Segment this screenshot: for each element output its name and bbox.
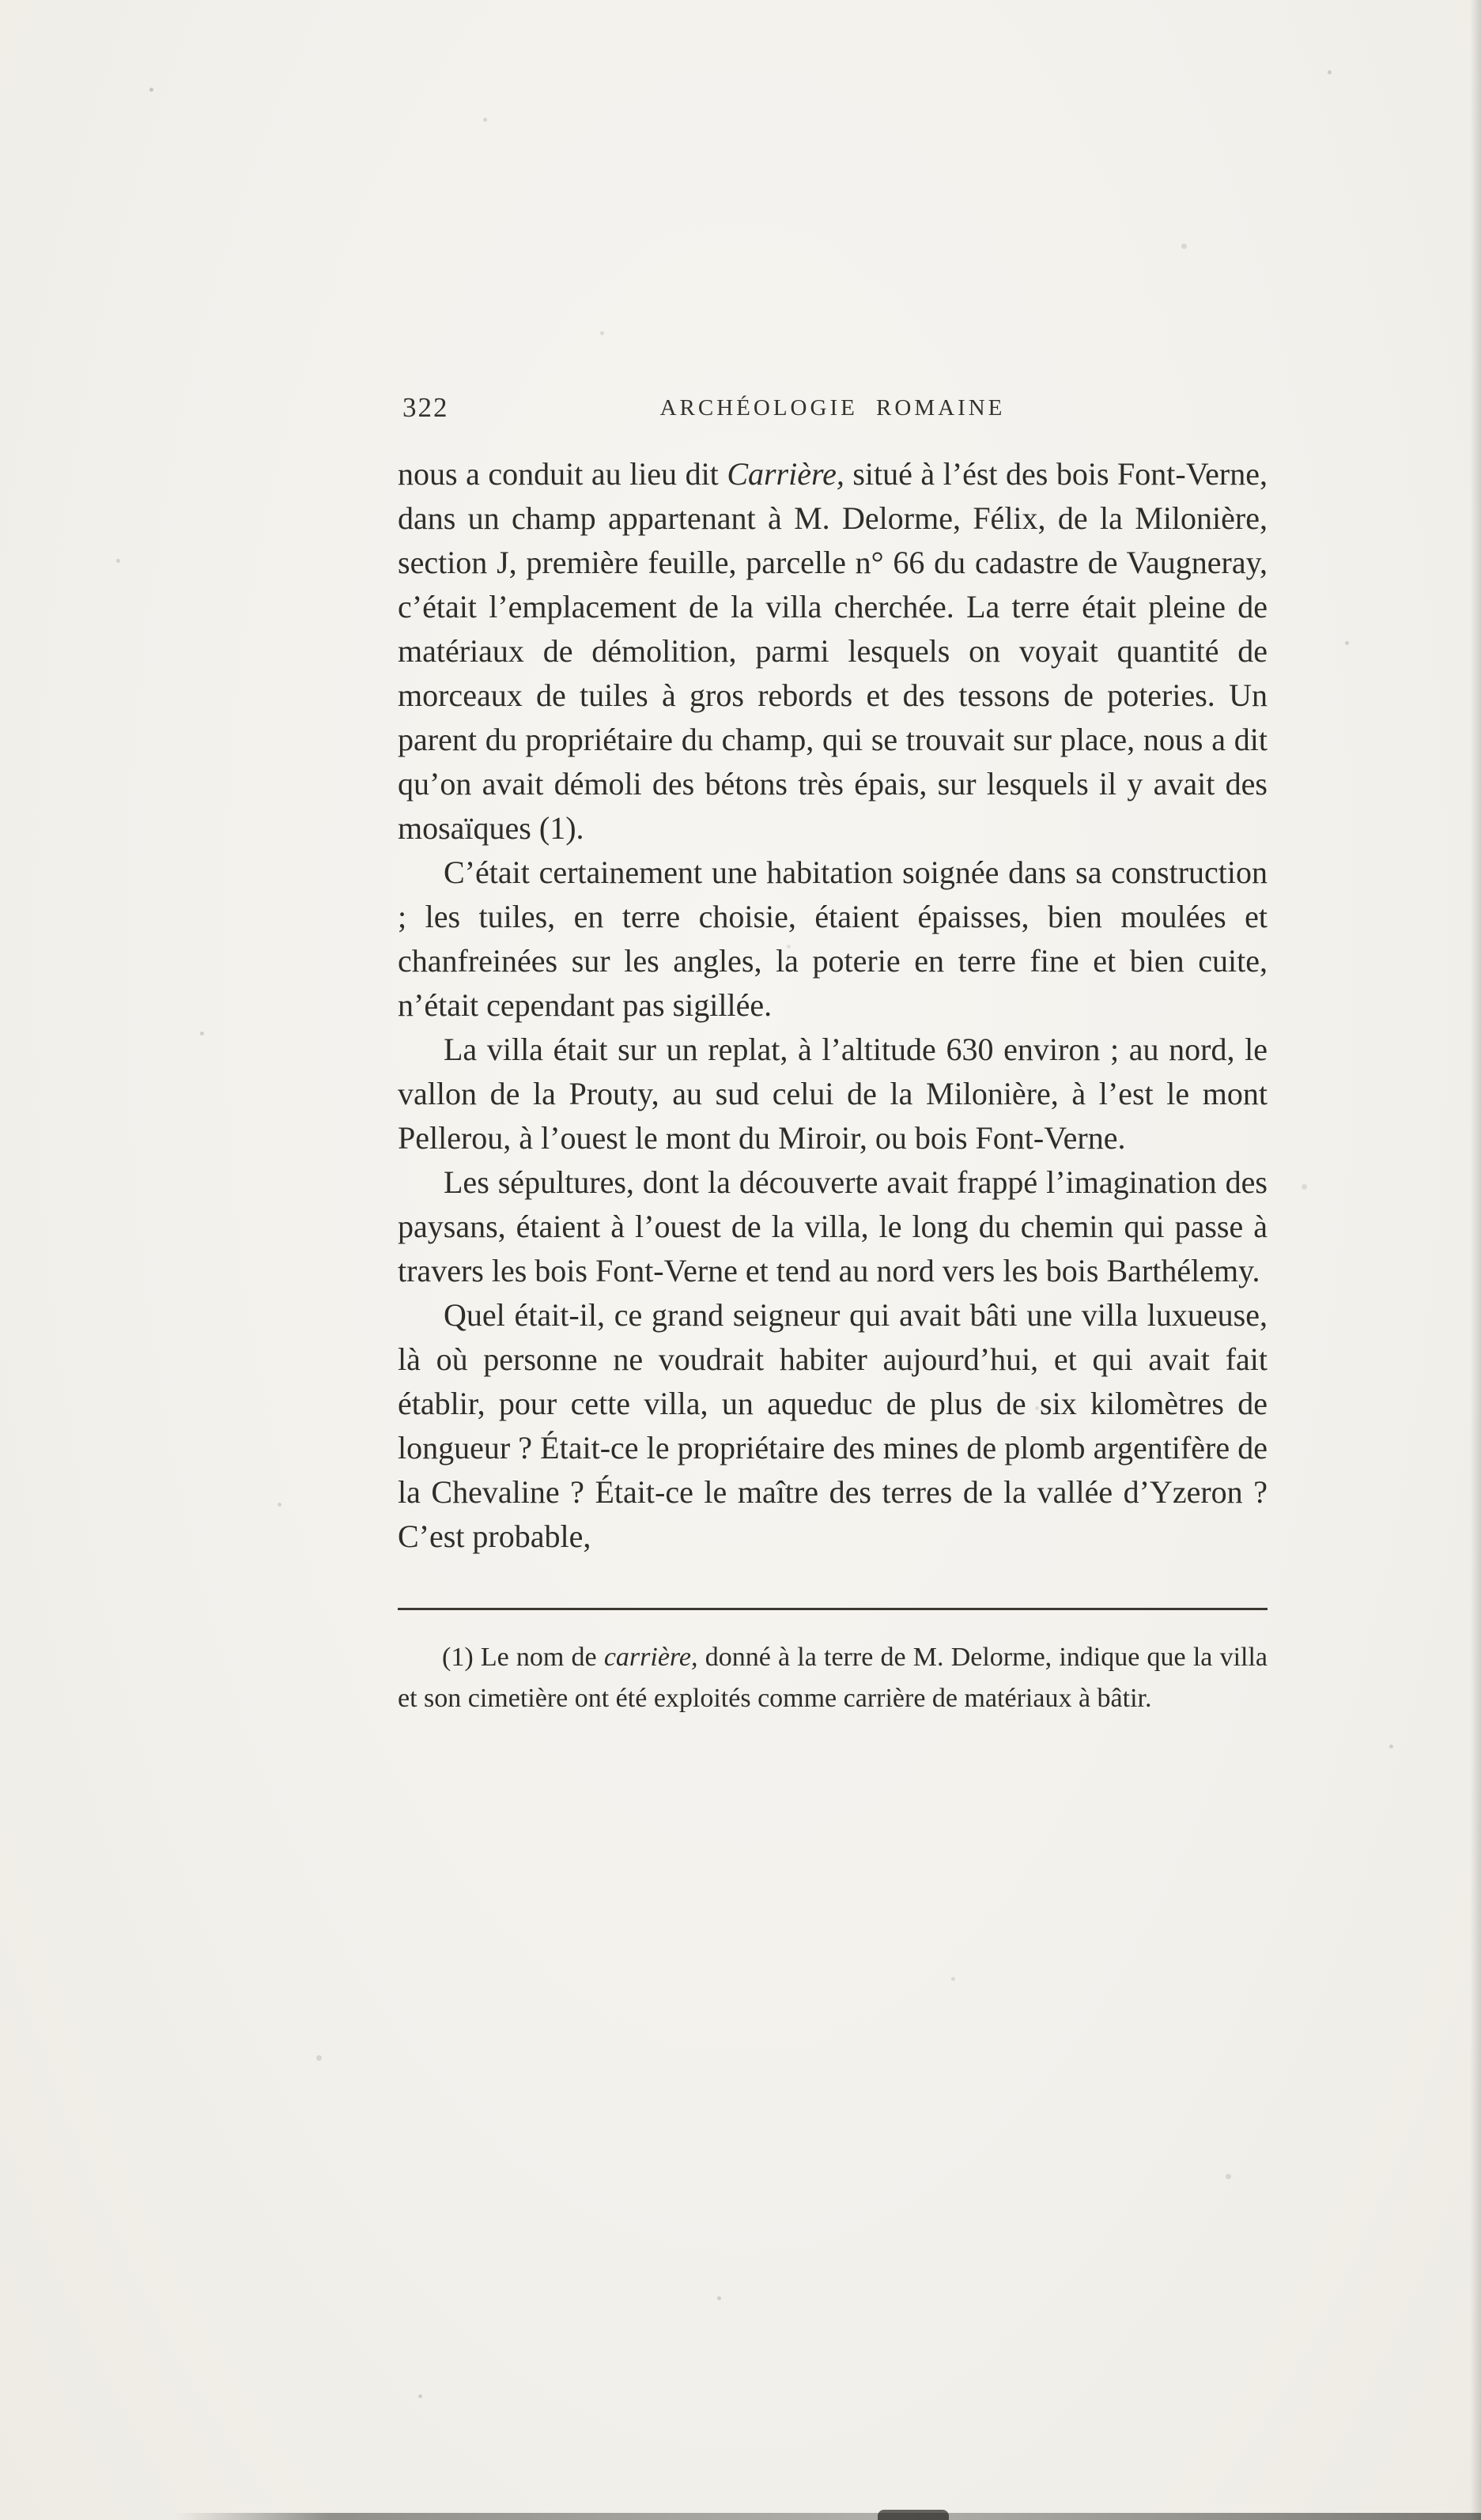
text-run: donné à la terre de M. Delorme, indique que la villa et son cimetière ont été exploités comme carrière de matériaux à bâtir. bbox=[398, 1643, 1268, 1713]
text-run: La villa était sur un replat, à l’altitude 630 environ ; au nord, le vallon de la Prouty, au sud celui de la Milonière, à l’est le mont Pellerou, à l’ouest le mont du Miroir, ou bois Font-Verne. bbox=[398, 1032, 1268, 1156]
book-page bbox=[398, 389, 1268, 1719]
scan-edge-right bbox=[1470, 0, 1481, 2520]
page-number: 322 bbox=[402, 392, 449, 423]
text-run: Les sépultures, dont la découverte avait frappé l’imagination des paysans, étaient à l’ouest de la villa, le long du chemin qui passe à travers les bois Font-Verne et tend au nord vers les bois Barthélemy. bbox=[398, 1164, 1268, 1288]
body-text bbox=[398, 452, 1268, 1559]
italic-run: Carrière, bbox=[727, 456, 844, 492]
scan-edge-blob bbox=[878, 2510, 949, 2520]
running-title: ARCHÉOLOGIE ROMAINE bbox=[659, 395, 1006, 421]
scan-specks bbox=[0, 0, 2, 2]
paragraph bbox=[398, 1160, 1268, 1293]
text-run: situé à l’ést des bois Font-Verne, dans un champ appartenant à M. Delorme, Félix, de la Milonière, section J, première feuille, parcelle n° 66 du cadastre de Vaugneray, c’était l’emplacement de la villa cherchée. La terre était pleine de matériaux de démolition, parmi lesquels on voyait quantité de morceaux de tuiles à gros rebords et des tessons de poteries. Un parent du propriétaire du champ, qui se trouvait sur place, nous a dit qu’on avait démoli des bétons très épais, sur lesquels il y avait des mosaïques (1). bbox=[398, 456, 1268, 846]
footnote-text bbox=[398, 1637, 1268, 1719]
paragraph bbox=[398, 1028, 1268, 1160]
paragraph bbox=[398, 851, 1268, 1028]
italic-run: carrière, bbox=[603, 1643, 698, 1672]
text-run: C’était certainement une habitation soignée dans sa construction ; les tuiles, en terre choisie, étaient épaisses, bien moulées et chanfreinées sur les angles, la poterie en terre fine et bien cuite, n’était cependant pas sigillée. bbox=[398, 854, 1268, 1023]
scan-edge-bottom bbox=[174, 2513, 1481, 2520]
page-header bbox=[398, 389, 1268, 425]
paragraph bbox=[398, 1293, 1268, 1559]
paragraph bbox=[398, 452, 1268, 851]
footnote-separator bbox=[398, 1608, 1268, 1610]
text-run: nous a conduit au lieu dit bbox=[398, 456, 727, 492]
text-run: Quel était-il, ce grand seigneur qui avait bâti une villa luxueuse, là où personne ne voudrait habiter aujourd’hui, et qui avait fait établir, pour cette villa, un aqueduc de plus de six kilomètres de longueur ? Était-ce le propriétaire des mines de plomb argentifère de la Chevaline ? Était-ce le maître des terres de la vallée d’Yzeron ? C’est probable, bbox=[398, 1297, 1268, 1554]
text-run: (1) Le nom de bbox=[442, 1643, 604, 1672]
